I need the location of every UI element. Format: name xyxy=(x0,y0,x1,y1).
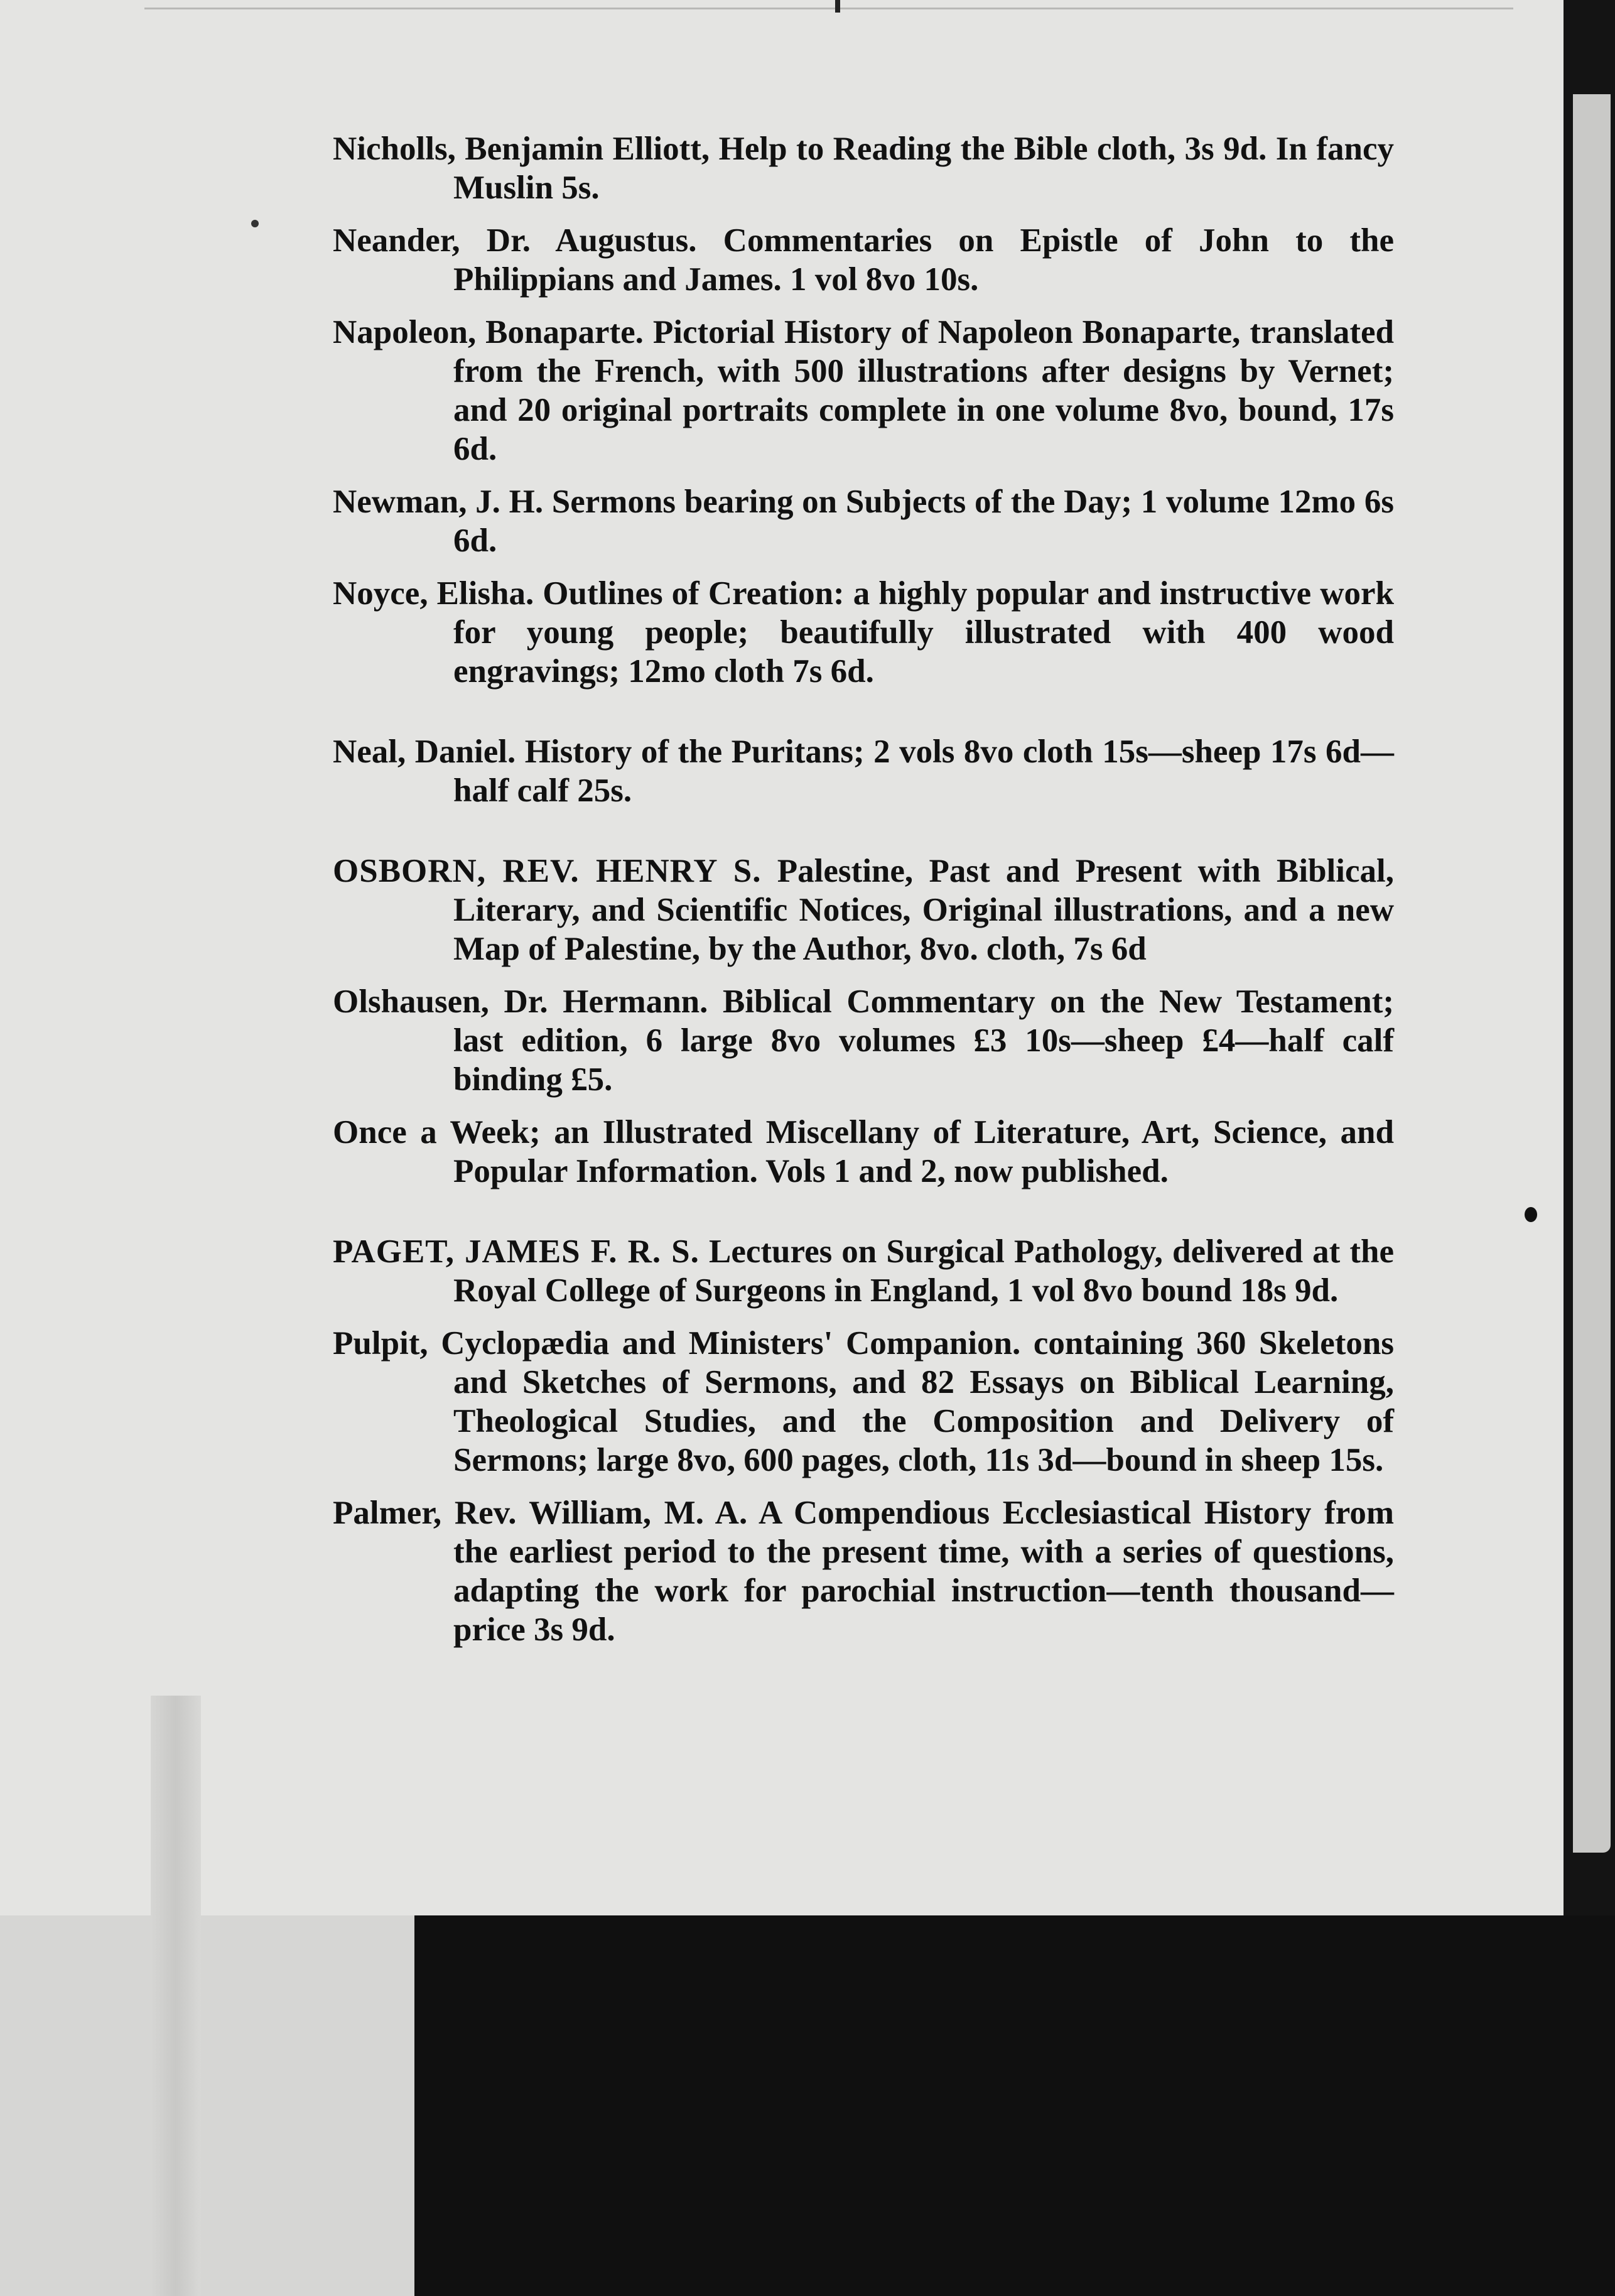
entry-text: A Compendious Ecclesiastical History from the earliest period to the present time, with a series of questions, adapting the work for parochial instruction—tenth thousand—price 3s 9d. xyxy=(453,1495,1394,1648)
entry-author: Newman, J. H. xyxy=(333,484,544,520)
entry-author: OSBORN, REV. HENRY S. xyxy=(333,853,762,889)
entry-text: Palestine, Past and Present with Biblical, Literary, and Scientific Notices, Original illustrations, and a new Map of Palestine, by the Author, 8vo. cloth, 7s 6d xyxy=(453,853,1395,967)
scan-shadow-bottom xyxy=(414,1915,1615,2296)
list-item xyxy=(333,482,1394,560)
entry-text: Sermons bearing on Subjects of the Day; 1 volume 12mo 6s 6d. xyxy=(453,484,1395,559)
list-item xyxy=(333,129,1394,207)
page-edge-tab xyxy=(1573,94,1611,1853)
entry-author: Neander, Dr. Augustus. xyxy=(333,222,697,259)
ink-speck xyxy=(1525,1207,1537,1222)
page-lower-margin xyxy=(0,1915,414,2296)
entry-author: Nicholls, Benjamin Elliott, xyxy=(333,131,710,167)
entry-author: PAGET, JAMES F. R. S. xyxy=(333,1233,699,1270)
list-item xyxy=(333,982,1394,1099)
ink-speck xyxy=(835,0,840,13)
entry-text: Biblical Commentary on the New Testament; last edition, 6 large 8vo volumes £3 10s—sheep £4—half calf binding £5. xyxy=(453,983,1395,1098)
page-crease xyxy=(151,1696,201,2296)
entry-author: Napoleon, Bonaparte. xyxy=(333,314,644,350)
entry-text: containing 360 Skeletons and Sketches of Sermons, and 82 Essays on Biblical Learning, Theological Studies, and the Composition and Delivery of Sermons; large 8vo, 600 pages, cloth, 11s 3d—bound in sheep 15s. xyxy=(453,1325,1395,1478)
entry-text: Outlines of Creation: a highly popular and instructive work for young people; beautifully illustrated with 400 wood engravings; 12mo cloth 7s 6d. xyxy=(453,575,1394,690)
top-rule xyxy=(144,8,1513,9)
entry-text: Commentaries on Epistle of John to the Philippians and James. 1 vol 8vo 10s. xyxy=(453,222,1394,298)
ink-speck xyxy=(251,220,259,227)
entry-author: Neal, Daniel. xyxy=(333,734,516,770)
list-item xyxy=(333,574,1394,691)
list-item xyxy=(333,313,1394,468)
entry-text: Lectures on Surgical Pathology, delivered at the Royal College of Surgeons in England, 1 vol 8vo bound 18s 9d. xyxy=(453,1233,1394,1309)
entry-author: Pulpit, Cyclopædia and Ministers' Companion. xyxy=(333,1325,1021,1362)
book-listing xyxy=(333,129,1394,1649)
entry-text: an Illustrated Miscellany of Literature, Art, Science, and Popular Information. Vols 1 and 2, now published. xyxy=(453,1114,1395,1189)
list-item xyxy=(333,852,1394,968)
list-item xyxy=(333,221,1394,299)
entry-author: Olshausen, Dr. Hermann. xyxy=(333,983,708,1020)
entry-text: Help to Reading the Bible cloth, 3s 9d. In fancy Muslin 5s. xyxy=(453,131,1394,206)
entry-author: Palmer, Rev. William, M. A. xyxy=(333,1495,748,1531)
entry-author: Noyce, Elisha. xyxy=(333,575,534,612)
list-item xyxy=(333,1324,1394,1480)
list-item xyxy=(333,1232,1394,1310)
list-item xyxy=(333,732,1394,810)
list-item xyxy=(333,1113,1394,1191)
list-item xyxy=(333,1493,1394,1649)
entry-text: Pictorial History of Napoleon Bonaparte, translated from the French, with 500 illustrations after designs by Vernet; and 20 original portraits complete in one volume 8vo, bound, 17s 6d. xyxy=(453,314,1394,467)
entry-text: History of the Puritans; 2 vols 8vo cloth 15s—sheep 17s 6d—half calf 25s. xyxy=(453,734,1394,809)
entry-author: Once a Week; xyxy=(333,1114,541,1151)
